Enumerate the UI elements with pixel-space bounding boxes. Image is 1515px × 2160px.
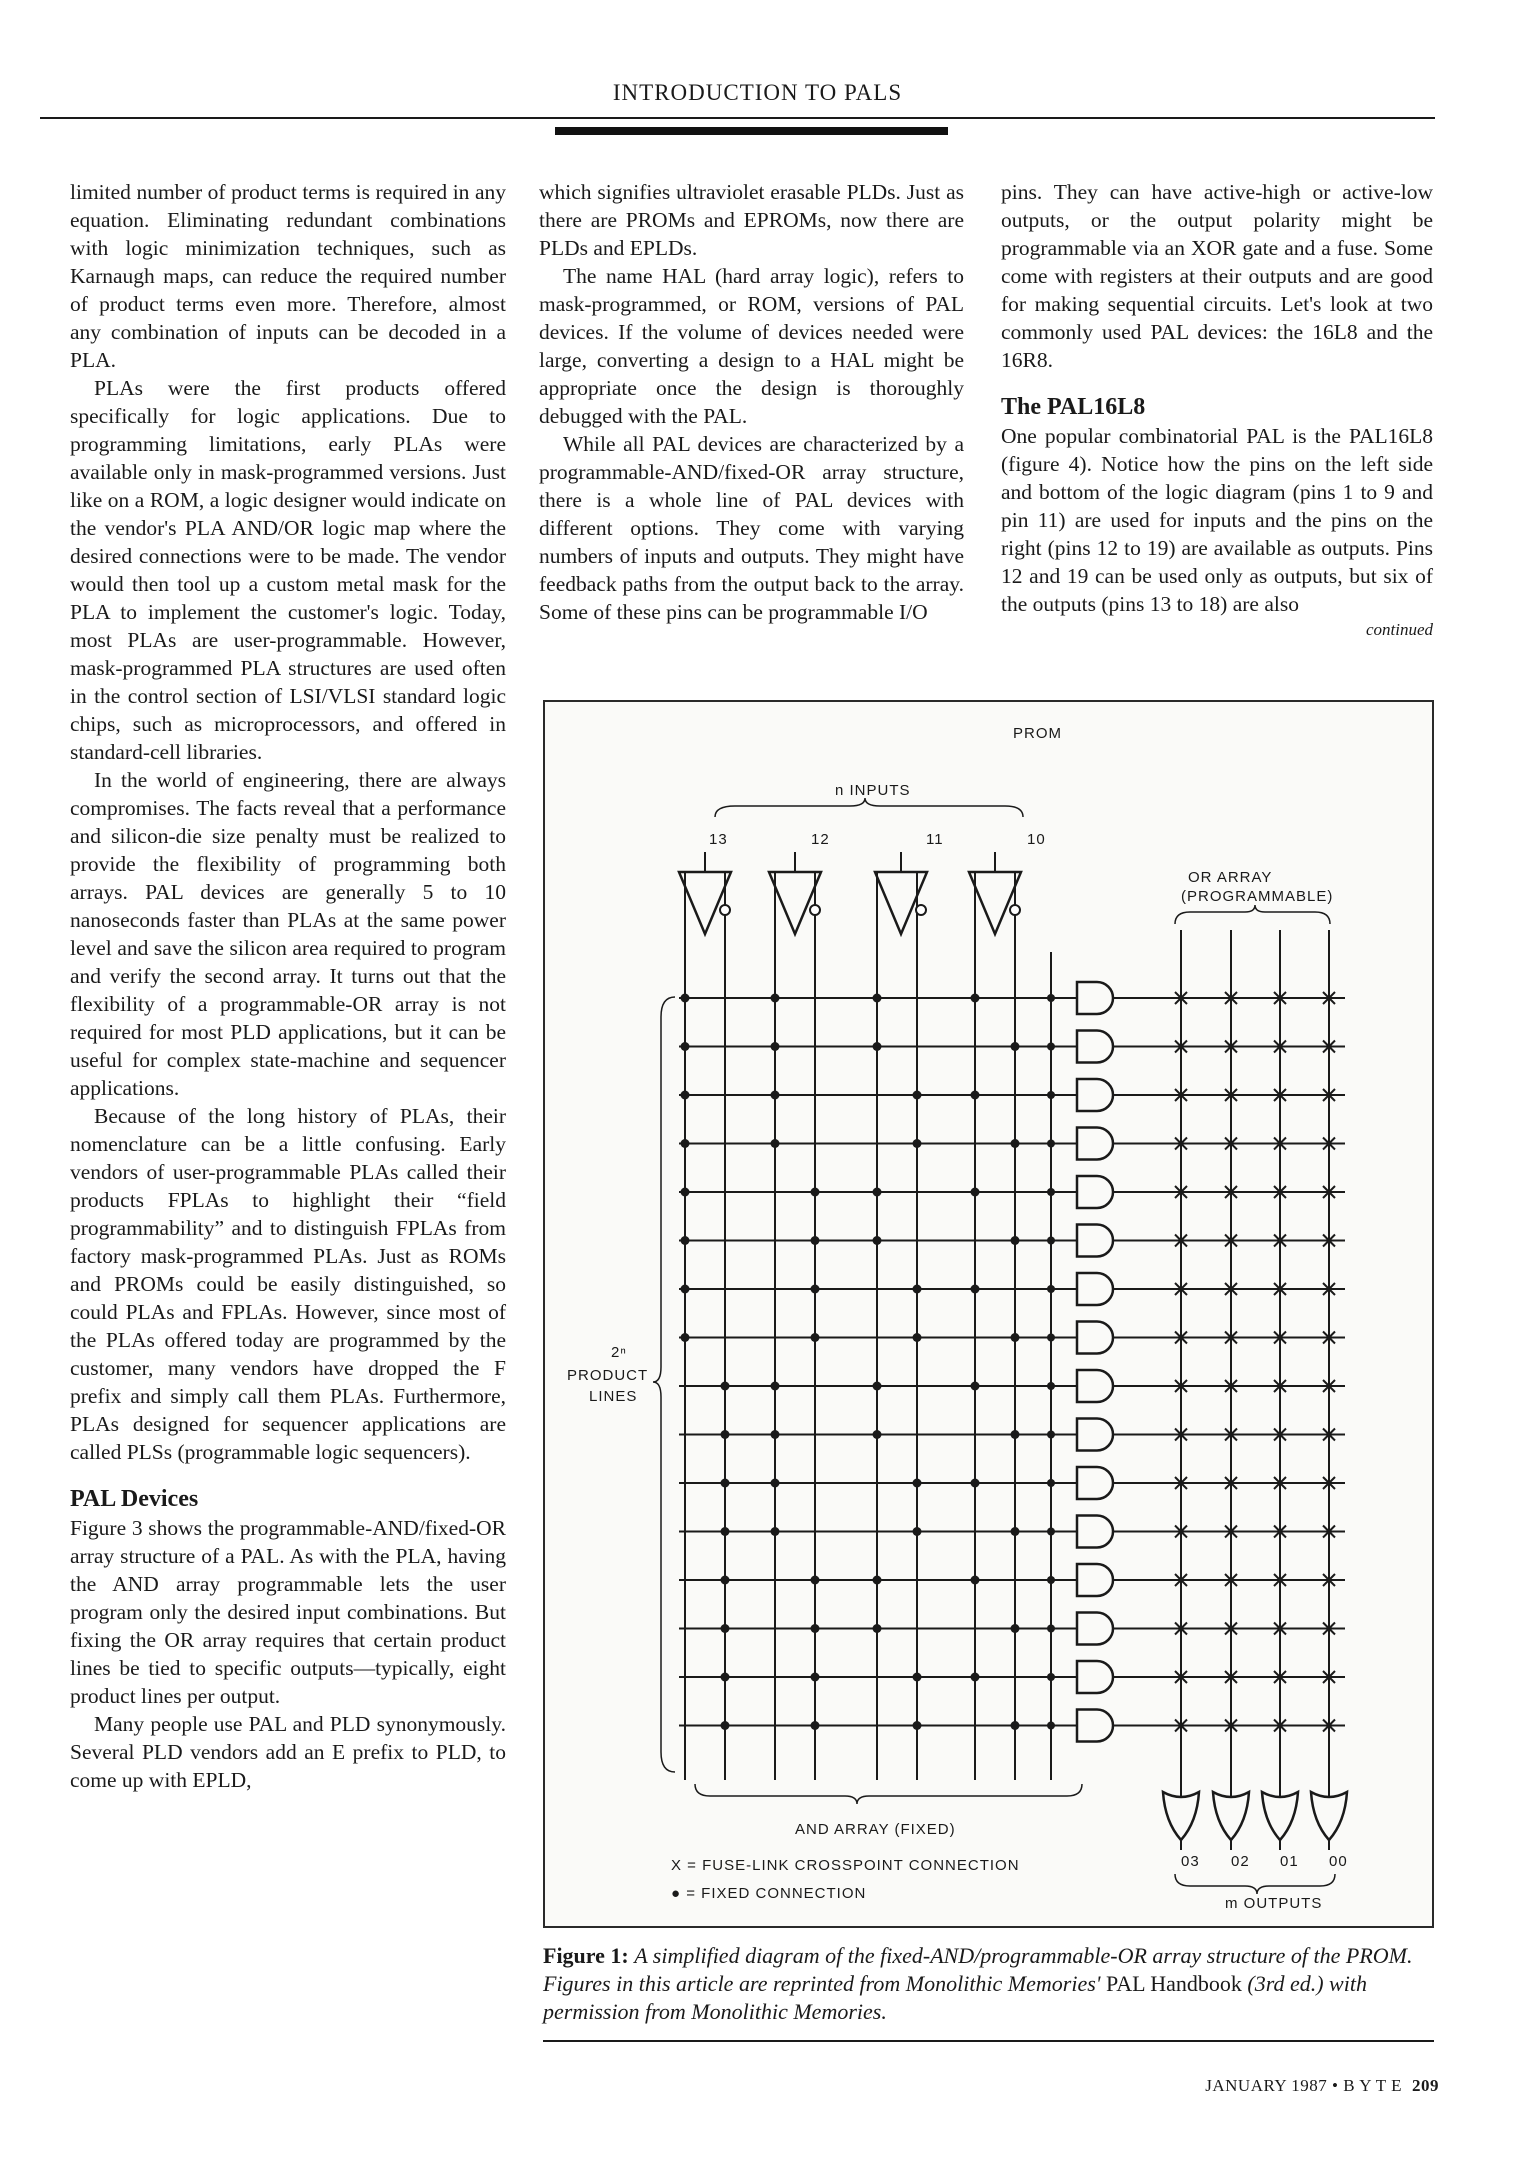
and-gate [1077, 1613, 1113, 1645]
fixed-connection-dot [913, 1527, 922, 1536]
gate-layer [679, 852, 1347, 1850]
fixed-connection-dot [873, 1188, 882, 1197]
caption-label: Figure 1: [543, 1943, 629, 1968]
and-array-label: AND ARRAY (FIXED) [795, 1821, 956, 1838]
fixed-connection-dot [971, 1673, 980, 1682]
output-pin-02: 02 [1231, 1853, 1250, 1870]
fixed-connection-dot [913, 1139, 922, 1148]
fixed-connection-dot [873, 1624, 882, 1633]
column-1 [70, 178, 506, 1794]
fixed-connection-dot [873, 994, 882, 1003]
fixed-connection-dot [873, 1236, 882, 1245]
col1-paragraph-4: Because of the long history of PLAs, their nomenclature can be a little confusing. Early vendors of user-programmable PLAs called their products FPLAs to highlight their “field programmability” and to distinguish FPLAs from factory mask-programmed PLAs. Just as ROMs and PROMs could be easily distinguished, so could PLAs and FPLAs. However, since most of the PLAs offered today are programmed by the customer, many vendors have dropped the F prefix and simply call them PLAs. Furthermore, PLAs designed for sequencer applications are called PLSs (programmable logic sequencers). [70, 1104, 506, 1464]
col3-paragraph-2: One popular combinatorial PAL is the PAL16L8 (figure 4). Notice how the pins on the left side and bottom of the logic diagram (pins 1 to 9 and pin 11) are used for inputs and the pins on the right (pins 12 to 19) are available as outputs. Pins 12 and 19 can be used only as outputs, but six of the outputs (pins 13 to 18) are also [1001, 424, 1433, 616]
fixed-connection-dot [681, 1042, 690, 1051]
fixed-connection-dot [681, 1285, 690, 1294]
inputs-label: n INPUTS [835, 782, 911, 799]
col2-paragraph-2: The name HAL (hard array logic), refers to mask-programmed, or ROM, versions of PAL devices. If the volume of devices needed were large, converting a design to a HAL might be appropriate once the design is thoroughly debugged with the PAL. [539, 264, 964, 428]
inverter-bubble [916, 905, 926, 915]
and-gate [1077, 1079, 1113, 1111]
inverter-bubble [1010, 905, 1020, 915]
fixed-connection-dot [681, 1236, 690, 1245]
input-pin-13: 13 [709, 831, 728, 848]
outputs-brace [1175, 1874, 1335, 1894]
fixed-connection-dot [811, 1576, 820, 1585]
fixed-connection-dot [681, 1333, 690, 1342]
and-array-brace [695, 1784, 1082, 1804]
product-lines-exponent: 2ⁿ [611, 1344, 627, 1361]
fixed-connection-dot [811, 1188, 820, 1197]
prom-logic-diagram [545, 702, 1432, 1926]
fixed-connection-dot [771, 1139, 780, 1148]
inputs-brace [715, 798, 1023, 817]
or-gate [1262, 1792, 1298, 1840]
or-array-label: OR ARRAY [1188, 869, 1273, 886]
and-gate [1077, 1419, 1113, 1451]
fixed-connection-dot [913, 1673, 922, 1682]
fixed-connection-dot [721, 1624, 730, 1633]
continued-note: continued [1365, 620, 1433, 639]
output-pin-00: 00 [1329, 1853, 1348, 1870]
and-array-grid [679, 872, 1077, 1780]
and-gate [1077, 982, 1113, 1014]
fixed-connection-dot [913, 1333, 922, 1342]
input-pin-11: 11 [926, 831, 944, 848]
caption-text-2: (3rd ed.) with permission from Monolithic Memories. [543, 1971, 1367, 2024]
and-gate [1077, 1516, 1113, 1548]
and-gate [1077, 1564, 1113, 1596]
fixed-connection-dot [771, 1042, 780, 1051]
footer-issue: JANUARY 1987 • B Y T E [1205, 2076, 1402, 2095]
footer-rule [543, 2040, 1434, 2042]
col2-paragraph-3: While all PAL devices are characterized by a programmable-AND/fixed-OR array structure, there is a whole line of PAL devices with different options. They come with varying numbers of inputs and outputs. They might have feedback paths from the output back to the array. Some of these pins can be programmable I/O [539, 432, 964, 624]
col3-paragraph-1: pins. They can have active-high or active-low outputs, or the output polarity might be programmable via an XOR gate and a fuse. Some come with registers at their outputs and are good for making sequential circuits. Let's look at two commonly used PAL devices: the 16L8 and the 16R8. [1001, 180, 1433, 372]
fixed-connection-dot [913, 1721, 922, 1730]
fixed-connection-dot [971, 1091, 980, 1100]
fixed-connection-dot [913, 1479, 922, 1488]
or-gate [1311, 1792, 1347, 1840]
fixed-connection-dot [771, 1091, 780, 1100]
and-gate [1077, 1322, 1113, 1354]
header-bar [555, 127, 948, 135]
fixed-connection-dot [873, 1430, 882, 1439]
or-gate [1163, 1792, 1199, 1840]
fixed-connection-dot [1011, 1624, 1020, 1633]
fixed-connection-dot [1011, 1139, 1020, 1148]
output-pin-01: 01 [1280, 1853, 1299, 1870]
fixed-connection-dot [913, 1091, 922, 1100]
fixed-connection-dot [721, 1527, 730, 1536]
inverter-bubble [810, 905, 820, 915]
fixed-connection-dot [811, 1333, 820, 1342]
and-gate [1077, 1661, 1113, 1693]
fixed-connection-dot [721, 1430, 730, 1439]
col1-paragraph-5: Figure 3 shows the programmable-AND/fixed-OR array structure of a PAL. As with the PLA, having the AND array programmable lets the user program only the desired input combinations. But fixing the OR array requires that certain product lines be tied to specific outputs—typically, eight product lines per output. [70, 1516, 506, 1708]
fixed-connection-dot [971, 1382, 980, 1391]
fixed-connection-dot [971, 1576, 980, 1585]
and-gate [1077, 1370, 1113, 1402]
fixed-connection-dot [1011, 1333, 1020, 1342]
section-heading-pal-devices: PAL Devices [70, 1486, 199, 1512]
col1-paragraph-2: PLAs were the first products offered specifically for logic applications. Due to programming limitations, early PLAs were available only in mask-programmed versions. Just like on a ROM, a logic designer would indicate on the vendor's PLA AND/OR logic map where the desired connections were to be made. The vendor would then tool up a custom metal mask for the PLA to implement the customer's logic. Today, most PLAs are user-programmable. However, mask-programmed PLA structures are used often in the control section of LSI/VLSI standard logic chips, such as microprocessors, and offered in standard-cell libraries. [70, 376, 506, 764]
fixed-connection-dot [811, 1285, 820, 1294]
fixed-connection-dot [811, 1673, 820, 1682]
and-gate [1077, 1273, 1113, 1305]
column-3 [1001, 178, 1433, 642]
figure-caption [543, 1942, 1434, 2026]
or-array-programmable-label: (PROGRAMMABLE) [1181, 888, 1334, 905]
and-gate [1077, 1467, 1113, 1499]
col1-paragraph-3: In the world of engineering, there are always compromises. The facts reveal that a performance and silicon-die size penalty must be realized to provide the flexibility of programming both arrays. PAL devices are generally 5 to 10 nanoseconds faster than PLAs at the same power level and save the silicon area required to program and verify the second array. It turns out that the flexibility of a programmable-OR array is not required for most PLD applications, but it can be useful for complex state-machine and sequencer applications. [70, 768, 506, 1100]
figure-1 [543, 700, 1434, 1928]
input-pin-10: 10 [1027, 831, 1046, 848]
fixed-connection-dot [771, 994, 780, 1003]
fixed-connection-dot [1011, 1236, 1020, 1245]
product-lines-brace [653, 997, 675, 1772]
legend-fuse-link: X = FUSE-LINK CROSSPOINT CONNECTION [671, 1857, 1020, 1874]
or-array-brace [1175, 905, 1330, 924]
fixed-connection-dot [971, 1188, 980, 1197]
col1-paragraph-6: Many people use PAL and PLD synonymously. Several PLD vendors add an E prefix to PLD, to come up with EPLD, [70, 1712, 506, 1792]
input-buffer-triangle [875, 872, 927, 934]
input-pin-12: 12 [811, 831, 830, 848]
product-lines-label-2: LINES [589, 1388, 638, 1405]
caption-text-roman: PAL Handbook [1106, 1971, 1242, 1996]
fixed-connection-dot [771, 1382, 780, 1391]
page-footer [1205, 2076, 1439, 2096]
fixed-connection-dot [971, 1285, 980, 1294]
fixed-connection-dot [971, 994, 980, 1003]
fixed-connection-dot [811, 1624, 820, 1633]
fixed-connection-dot [721, 1576, 730, 1585]
input-buffer-triangle [969, 872, 1021, 934]
and-gate [1077, 1710, 1113, 1742]
col1-paragraph-1: limited number of product terms is required in any equation. Eliminating redundant combinations with logic minimization techniques, such as Karnaugh maps, can reduce the required number of product terms even more. Therefore, almost any combination of inputs can be decoded in a PLA. [70, 180, 506, 372]
fixed-connection-dot [681, 994, 690, 1003]
fixed-connection-dot [873, 1576, 882, 1585]
input-buffer-triangle [679, 872, 731, 934]
fixed-connection-dot [721, 1673, 730, 1682]
fixed-connection-dot [913, 1285, 922, 1294]
input-buffer-triangle [769, 872, 821, 934]
fixed-connection-dot [1011, 1721, 1020, 1730]
and-gate [1077, 1176, 1113, 1208]
and-gate [1077, 1031, 1113, 1063]
fixed-connection-dot [721, 1721, 730, 1730]
fixed-connection-dot [1011, 1042, 1020, 1051]
and-gate [1077, 1225, 1113, 1257]
inverter-bubble [720, 905, 730, 915]
fixed-connection-dot [811, 1236, 820, 1245]
prom-label: PROM [1013, 725, 1062, 742]
fixed-connection-dot [811, 1721, 820, 1730]
fixed-connection-dot [873, 1042, 882, 1051]
fixed-connection-dot [681, 1139, 690, 1148]
fixed-connection-dot [681, 1188, 690, 1197]
fixed-connection-dot [873, 1382, 882, 1391]
section-heading-pal16l8: The PAL16L8 [1001, 394, 1146, 420]
output-pin-03: 03 [1181, 1853, 1200, 1870]
product-lines-label: PRODUCT [567, 1367, 649, 1384]
fixed-connection-dot [721, 1479, 730, 1488]
col2-paragraph-1: which signifies ultraviolet erasable PLDs. Just as there are PROMs and EPROMs, now there are PLDs and EPLDs. [539, 180, 964, 260]
legend-fixed-connection: ● = FIXED CONNECTION [671, 1885, 867, 1902]
header-rule [40, 117, 1435, 119]
fixed-connection-dot [771, 1430, 780, 1439]
caption-text-1: A simplified diagram of the fixed-AND/programmable-OR array structure of the PROM. Figures in this article are reprinted from Monolithic Memories' [543, 1943, 1413, 1996]
fixed-connection-dot [1011, 1430, 1020, 1439]
or-array-grid [1113, 930, 1345, 1804]
fixed-connection-dot [1011, 1527, 1020, 1536]
and-gate [1077, 1128, 1113, 1160]
outputs-label: m OUTPUTS [1225, 1895, 1323, 1912]
fixed-connection-dot [971, 1479, 980, 1488]
fixed-connection-dot [721, 1382, 730, 1391]
running-header: INTRODUCTION TO PALS [612, 80, 903, 105]
fixed-connection-dot [681, 1091, 690, 1100]
fixed-connection-dot [771, 1527, 780, 1536]
page-number: 209 [1412, 2076, 1439, 2095]
or-gate [1213, 1792, 1249, 1840]
fixed-connection-dot [771, 1479, 780, 1488]
column-2 [539, 178, 964, 626]
